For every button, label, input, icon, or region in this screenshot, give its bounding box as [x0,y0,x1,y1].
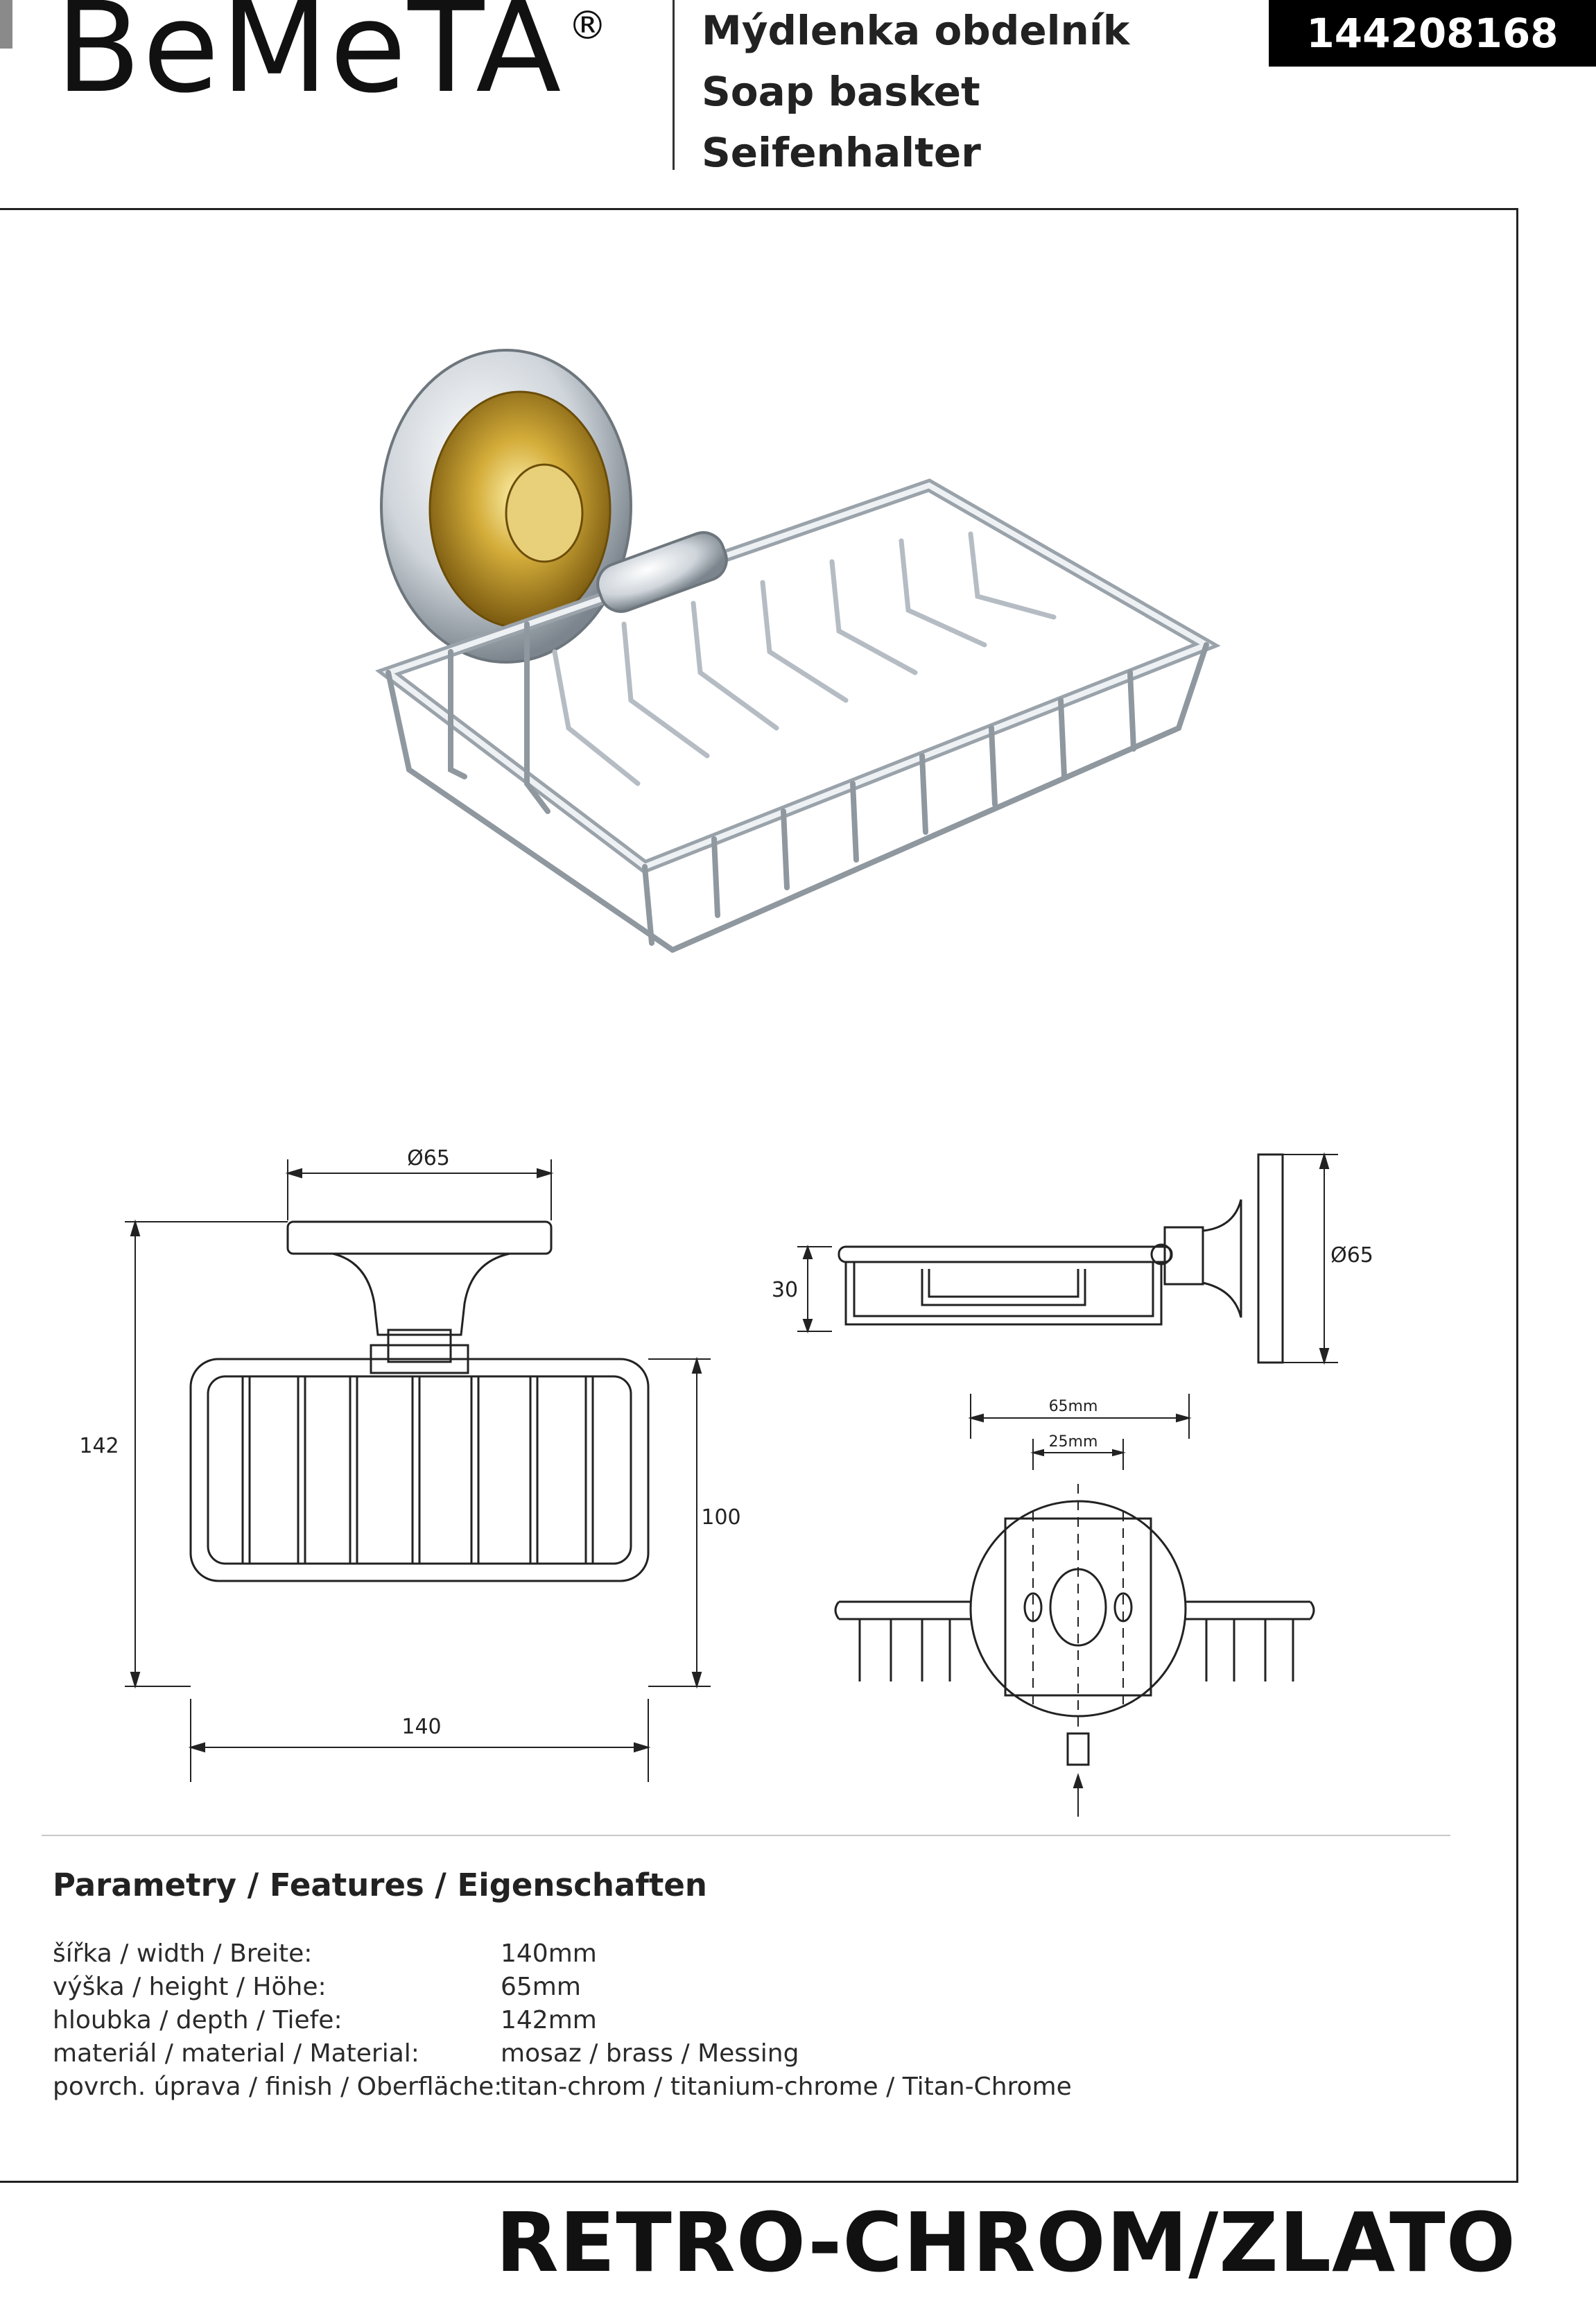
dim-side-diameter: Ø65 [1330,1243,1373,1268]
features-title: Parametry / Features / Eigenschaften [53,1867,707,1903]
section-divider [42,1835,1450,1836]
spec-row-depth [53,2004,1072,2037]
spec-table [53,1937,1072,2104]
dim-front-diameter: Ø65 [407,1146,450,1170]
brand-logo [55,0,609,121]
dim-mount-outer: 65mm [1048,1398,1098,1415]
spec-label: výška / height / Höhe: [53,1973,327,2001]
spec-row-width [53,1937,1072,1971]
product-photo [347,340,1248,964]
product-code-badge: 144208168 [1269,0,1596,67]
technical-drawing [0,1123,1596,1831]
spec-value: 65mm [501,1973,581,2001]
product-name-en: Soap basket [702,68,980,115]
spec-value: 142mm [501,2006,597,2034]
series-name: RETRO-CHROM/ZLATO [495,2195,1516,2290]
spec-label: hloubka / depth / Tiefe: [53,2006,342,2034]
product-name-cz: Mýdlenka obdelník [702,7,1130,54]
dim-front-height: 142 [79,1434,119,1458]
spec-label: šířka / width / Breite: [53,1939,313,1968]
logo-mark [0,0,12,49]
product-name-de: Seifenhalter [702,129,981,176]
spec-label: povrch. úprava / finish / Oberfläche: [53,2073,503,2101]
spec-value: titan-chrom / titanium-chrome / Titan-Chrome [501,2073,1072,2101]
spec-value: mosaz / brass / Messing [501,2039,799,2068]
dim-mount-inner: 25mm [1048,1433,1098,1451]
header-divider [673,0,675,170]
spec-label: materiál / material / Material: [53,2039,419,2068]
registered-mark: ® [568,3,609,49]
dim-side-depth: 30 [771,1278,799,1302]
dim-front-width: 140 [401,1715,442,1739]
spec-row-height [53,1971,1072,2004]
dim-basket-height: 100 [701,1505,741,1530]
spec-row-finish [53,2070,1072,2104]
spec-value: 140mm [501,1939,597,1968]
product-names [702,0,1129,183]
brand-name: BeMeTA [55,0,563,121]
spec-row-material [53,2037,1072,2070]
